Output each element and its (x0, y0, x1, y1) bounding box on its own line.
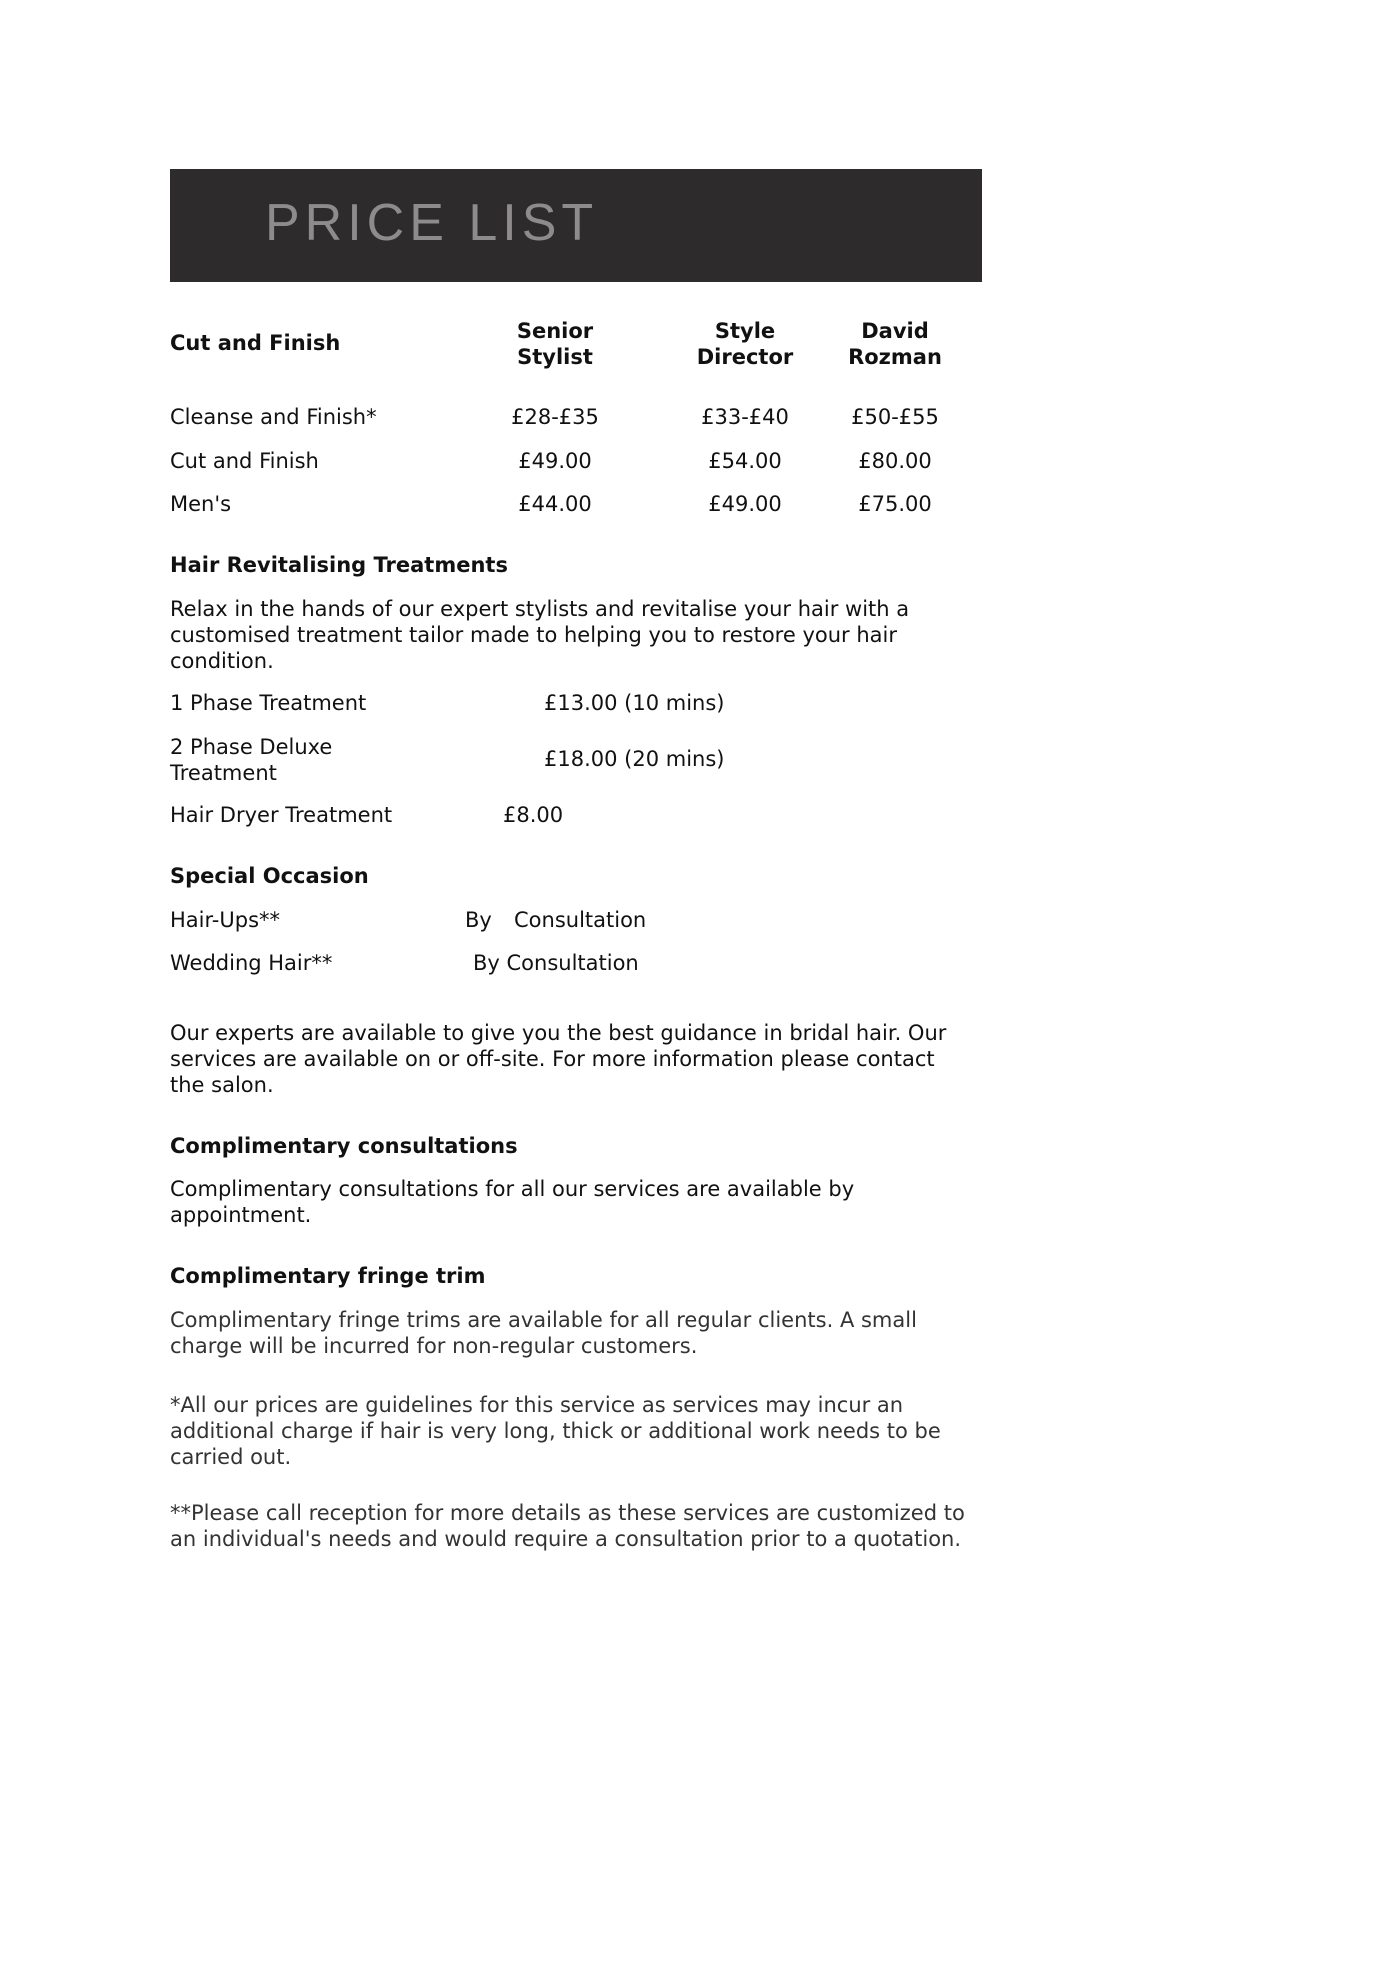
column-header-line: Director (696, 345, 794, 369)
footnote-double-asterisk: **Please call reception for more details as these services are customized to an individual's needs and would require a consultation prior to a quotation. (170, 1501, 965, 1551)
consultations-text: Complimentary consultations for all our services are available by appointment. (170, 1177, 855, 1227)
footnote-single-asterisk: *All our prices are guidelines for this service as services may incur an additional charge if hair is very long, thick or additional work needs to be carried out. (170, 1393, 941, 1469)
price-cell: £50-£55 (851, 405, 939, 429)
treatment-name: 1 Phase Treatment (170, 691, 367, 715)
special-occasion-heading: Special Occasion (170, 864, 369, 888)
service-name: Cut and Finish (170, 449, 319, 473)
price-cell: £49.00 (708, 492, 782, 516)
column-header-line: Style (714, 319, 776, 343)
price-cell: £33-£40 (701, 405, 789, 429)
page-title: PRICE LIST (265, 194, 599, 252)
treatment-name: Hair Dryer Treatment (170, 803, 393, 827)
occasion-name: Hair-Ups** (170, 908, 281, 932)
occasion-price: Consultation (514, 908, 647, 932)
column-header-line: David (861, 319, 929, 343)
column-header-line: Rozman (848, 345, 942, 369)
treatment-price: £13.00 (10 mins) (544, 691, 725, 715)
column-header-senior-stylist (500, 318, 610, 370)
cut-and-finish-heading: Cut and Finish (170, 331, 341, 355)
price-cell: £75.00 (858, 492, 932, 516)
price-cell: £44.00 (518, 492, 592, 516)
column-header-line: Stylist (517, 345, 593, 369)
price-cell: £54.00 (708, 449, 782, 473)
price-cell: £49.00 (518, 449, 592, 473)
treatments-heading: Hair Revitalising Treatments (170, 553, 508, 577)
treatment-name (170, 734, 332, 786)
treatment-price: £18.00 (20 mins) (544, 747, 725, 771)
service-name: Cleanse and Finish* (170, 405, 377, 429)
column-header-style-director (680, 318, 810, 370)
consultations-heading: Complimentary consultations (170, 1134, 518, 1158)
price-cell: £80.00 (858, 449, 932, 473)
occasion-name: Wedding Hair** (170, 951, 333, 975)
occasion-price: By Consultation (473, 951, 639, 975)
treatment-price: £8.00 (503, 803, 564, 827)
treatment-name-line: 2 Phase Deluxe (170, 735, 333, 759)
fringe-heading: Complimentary fringe trim (170, 1264, 486, 1288)
service-name: Men's (170, 492, 232, 516)
price-list-banner (170, 169, 982, 282)
column-header-david-rozman (835, 318, 955, 370)
treatments-intro: Relax in the hands of our expert stylists and revitalise your hair with a customised treatment tailor made to helping you to restore your hair condition. (170, 597, 910, 673)
special-occasion-note: Our experts are available to give you the best guidance in bridal hair. Our services are available on or off-site. For more information please contact the salon. (170, 1021, 947, 1097)
occasion-price: By (465, 908, 492, 932)
price-cell: £28-£35 (511, 405, 599, 429)
treatment-name-line: Treatment (170, 761, 277, 785)
fringe-text: Complimentary fringe trims are available for all regular clients. A small charge will be incurred for non-regular customers. (170, 1308, 917, 1358)
column-header-line: Senior (516, 319, 594, 343)
